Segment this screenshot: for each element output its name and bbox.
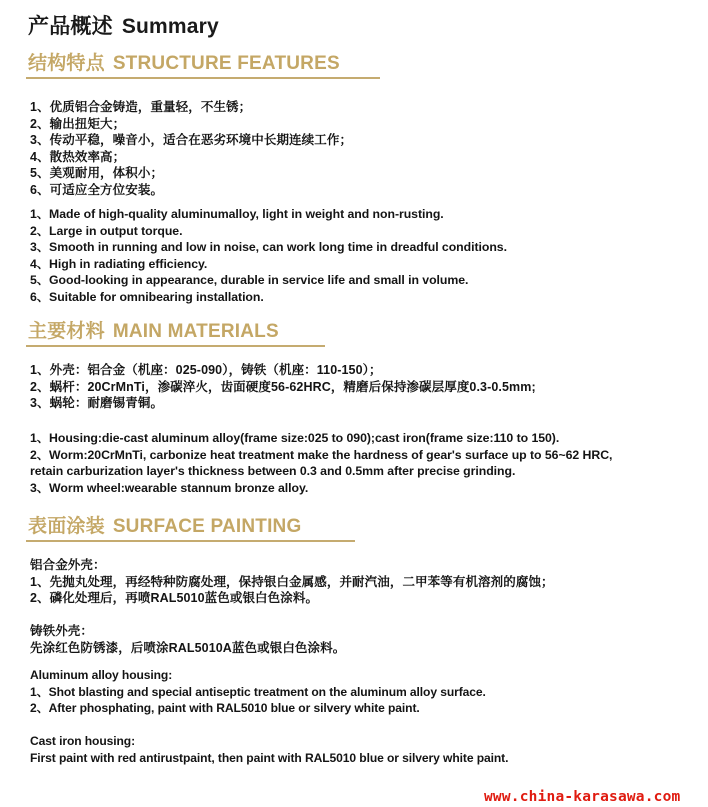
section-heading-cn: 结构特点	[28, 53, 105, 74]
section-heading-structure-features	[28, 48, 340, 75]
subheading: 铸铁外壳：	[30, 624, 94, 639]
spacer	[30, 607, 554, 624]
list-item: 2、Worm:20CrMnTi, carbonize heat treatment make the hardness of gear's surface up to 56~62 HRC,	[30, 447, 613, 462]
surface-painting-en-list	[30, 667, 508, 767]
subheading: Cast iron housing:	[30, 734, 136, 749]
section-rule-structure-features	[26, 77, 380, 79]
surface-painting-cn-list	[30, 557, 554, 657]
list-item: 1、外壳：铝合金（机座：025-090），铸铁（机座：110-150）；	[30, 363, 382, 377]
list-item: 1、Shot blasting and special antiseptic treatment on the aluminum alloy surface.	[30, 684, 486, 699]
footer-website-url[interactable]: www.china-karasawa.com	[484, 789, 681, 805]
structure-features-cn-list	[30, 99, 352, 199]
list-item: 2、输出扭矩大；	[30, 116, 126, 131]
list-item: 2、蜗杆：20CrMnTi，渗碳淬火，齿面硬度56-62HRC，精磨后保持渗碳层厚度0.3-0.5mm;	[30, 379, 536, 394]
list-item: 1、先抛丸处理，再经特种防腐处理，保持银白金属感，并耐汽油，二甲苯等有机溶剂的腐蚀；	[30, 574, 554, 589]
list-item: 3、Worm wheel:wearable stannum bronze alloy.	[30, 480, 309, 495]
list-item-continuation: retain carburization layer's thickness between 0.3 and 0.5mm after precise grinding.	[30, 464, 516, 479]
list-item: 2、After phosphating, paint with RAL5010 blue or silvery white paint.	[30, 701, 420, 716]
section-rule-main-materials	[26, 345, 325, 347]
section-heading-cn: 主要材料	[28, 321, 105, 342]
list-item: 6、Suitable for omnibearing installation.	[30, 289, 264, 304]
list-item: 6、可适应全方位安装。	[30, 182, 164, 197]
list-item: 3、蜗轮：耐磨锡青铜。	[30, 396, 164, 411]
list-item: 1、优质铝合金铸造，重量轻，不生锈；	[30, 100, 252, 114]
list-item: 5、Good-looking in appearance, durable in service life and small in volume.	[30, 273, 469, 288]
page-title	[28, 10, 219, 40]
main-materials-en-list	[30, 430, 612, 496]
subheading: Aluminum alloy housing:	[30, 668, 173, 682]
section-heading-en: STRUCTURE FEATURES	[112, 53, 340, 74]
list-item: 1、Housing:die-cast aluminum alloy(frame size:025 to 090);cast iron(frame size:110 to 150).	[30, 431, 560, 445]
list-item: 2、磷化处理后，再喷RAL5010蓝色或银白色涂料。	[30, 591, 319, 606]
main-materials-cn-list	[30, 362, 536, 412]
section-rule-surface-painting	[26, 540, 355, 542]
structure-features-en-list	[30, 206, 507, 306]
list-item: 4、High in radiating efficiency.	[30, 256, 208, 271]
list-item: 5、美观耐用，体积小；	[30, 166, 164, 181]
list-item: 3、传动平稳，噪音小，适合在恶劣环境中长期连续工作；	[30, 133, 353, 148]
section-heading-cn: 表面涂装	[28, 516, 105, 537]
list-item: 3、Smooth in running and low in noise, can work long time in dreadful conditions.	[30, 240, 507, 255]
section-heading-main-materials	[28, 316, 279, 343]
subheading: 铝合金外壳：	[30, 558, 106, 572]
section-heading-en: MAIN MATERIALS	[112, 321, 279, 342]
spacer	[30, 717, 508, 734]
list-item: 2、Large in output torque.	[30, 223, 183, 238]
list-item: 4、散热效率高；	[30, 149, 126, 164]
section-heading-en: SURFACE PAINTING	[112, 516, 302, 537]
page-title-en: Summary	[121, 15, 219, 38]
list-item: First paint with red antirustpaint, then paint with RAL5010 blue or silvery white paint.	[30, 750, 509, 765]
page-title-cn: 产品概述	[28, 15, 113, 38]
list-item: 1、Made of high-quality aluminumalloy, light in weight and non-rusting.	[30, 207, 444, 221]
list-item: 先涂红色防锈漆，后喷涂RAL5010A蓝色或银白色涂料。	[30, 640, 346, 655]
section-heading-surface-painting	[28, 511, 301, 538]
